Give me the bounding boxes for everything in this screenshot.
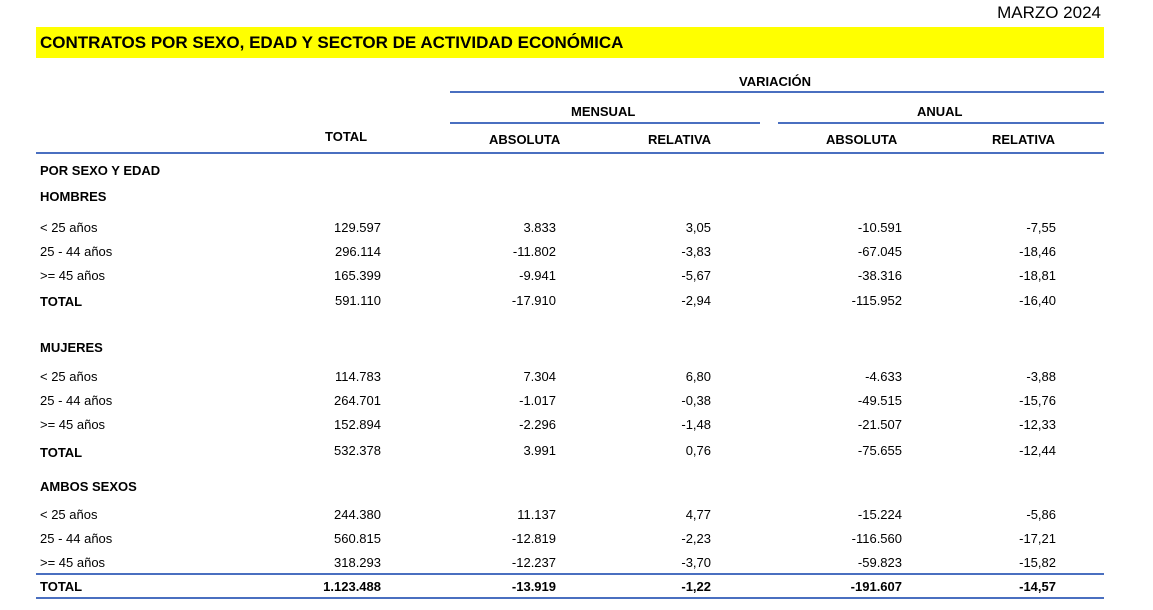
row-label: 25 - 44 años — [40, 244, 113, 259]
cell-mensual-absoluta: 3.833 — [523, 220, 556, 235]
cell-total: 165.399 — [334, 268, 381, 283]
cell-total: 591.110 — [334, 293, 381, 308]
cell-mensual-relativa: -2,23 — [681, 531, 711, 546]
cell-mensual-relativa: -3,83 — [681, 244, 711, 259]
cell-mensual-relativa: -3,70 — [681, 555, 711, 570]
row-label: TOTAL — [40, 445, 83, 460]
cell-anual-relativa: -16,40 — [1019, 293, 1056, 308]
header-variacion: VARIACIÓN — [739, 74, 811, 89]
cell-mensual-absoluta: -17.910 — [511, 293, 556, 308]
cell-mensual-absoluta: -2.296 — [519, 417, 556, 432]
cell-mensual-relativa: -1,48 — [681, 417, 711, 432]
cell-total: 152.894 — [334, 417, 381, 432]
header-mensual-absoluta: ABSOLUTA — [489, 132, 561, 147]
title-bar — [36, 27, 1104, 58]
cell-mensual-relativa: -0,38 — [681, 393, 711, 408]
rule-anual — [778, 122, 1104, 124]
cell-total: 1.123.488 — [323, 579, 381, 594]
cell-anual-relativa: -12,44 — [1019, 443, 1056, 458]
cell-anual-absoluta: -67.045 — [857, 244, 902, 259]
cell-mensual-relativa: 3,05 — [685, 220, 711, 235]
cell-anual-relativa: -5,86 — [1026, 507, 1056, 522]
cell-mensual-relativa: -2,94 — [681, 293, 711, 308]
row-label: >= 45 años — [40, 555, 106, 570]
rule-variacion — [450, 91, 1104, 93]
header-anual: ANUAL — [917, 104, 963, 119]
row-label: < 25 años — [40, 507, 98, 522]
cell-anual-absoluta: -59.823 — [857, 555, 902, 570]
rule-mensual — [450, 122, 760, 124]
cell-anual-relativa: -14,57 — [1019, 579, 1056, 594]
cell-mensual-absoluta: -13.919 — [511, 579, 556, 594]
cell-anual-relativa: -15,82 — [1019, 555, 1056, 570]
cell-anual-absoluta: -21.507 — [857, 417, 902, 432]
row-label: TOTAL — [40, 579, 83, 594]
cell-mensual-absoluta: 7.304 — [523, 369, 556, 384]
page-title: CONTRATOS POR SEXO, EDAD Y SECTOR DE ACTIVIDAD ECONÓMICA — [40, 33, 624, 52]
cell-anual-relativa: -17,21 — [1019, 531, 1056, 546]
row-label: TOTAL — [40, 294, 83, 309]
row-label: < 25 años — [40, 369, 98, 384]
cell-mensual-relativa: 4,77 — [685, 507, 711, 522]
cell-mensual-absoluta: -12.237 — [511, 555, 556, 570]
cell-anual-absoluta: -38.316 — [857, 268, 902, 283]
cell-mensual-absoluta: -11.802 — [512, 244, 556, 259]
header-mensual: MENSUAL — [571, 104, 636, 119]
cell-mensual-absoluta: -12.819 — [511, 531, 556, 546]
header-total: TOTAL — [325, 129, 368, 144]
cell-total: 264.701 — [334, 393, 381, 408]
cell-mensual-absoluta: -1.017 — [519, 393, 556, 408]
report-date: MARZO 2024 — [997, 3, 1101, 22]
cell-anual-relativa: -15,76 — [1019, 393, 1056, 408]
cell-anual-relativa: -18,46 — [1019, 244, 1056, 259]
cell-anual-absoluta: -4.633 — [865, 369, 902, 384]
cell-mensual-relativa: 0,76 — [685, 443, 711, 458]
row-label: < 25 años — [40, 220, 98, 235]
header-mensual-relativa: RELATIVA — [648, 132, 712, 147]
row-label: >= 45 años — [40, 268, 106, 283]
cell-anual-absoluta: -49.515 — [857, 393, 902, 408]
cell-mensual-relativa: 6,80 — [685, 369, 711, 384]
cell-anual-absoluta: -191.607 — [850, 579, 902, 594]
header-anual-relativa: RELATIVA — [992, 132, 1056, 147]
group-title-hombres: HOMBRES — [40, 189, 107, 204]
cell-anual-relativa: -12,33 — [1019, 417, 1056, 432]
cell-mensual-absoluta: -9.941 — [519, 268, 556, 283]
group-title-mujeres: MUJERES — [40, 340, 103, 355]
cell-mensual-absoluta: 3.991 — [523, 443, 556, 458]
cell-anual-relativa: -3,88 — [1026, 369, 1056, 384]
row-label: >= 45 años — [40, 417, 106, 432]
cell-anual-absoluta: -10.591 — [857, 220, 902, 235]
cell-anual-absoluta: -75.655 — [857, 443, 902, 458]
rule-header-bottom — [36, 152, 1104, 154]
cell-mensual-relativa: -1,22 — [681, 579, 711, 594]
cell-mensual-absoluta: 11.137 — [517, 507, 556, 522]
row-label: 25 - 44 años — [40, 531, 113, 546]
cell-total: 114.783 — [334, 369, 381, 384]
cell-anual-absoluta: -115.952 — [851, 293, 902, 308]
cell-total: 560.815 — [334, 531, 381, 546]
group-title-ambos-sexos: AMBOS SEXOS — [40, 479, 137, 494]
cell-total: 244.380 — [334, 507, 381, 522]
row-label: 25 - 44 años — [40, 393, 113, 408]
cell-total: 129.597 — [334, 220, 381, 235]
cell-anual-absoluta: -15.224 — [857, 507, 902, 522]
cell-anual-relativa: -7,55 — [1026, 220, 1056, 235]
section-title: POR SEXO Y EDAD — [40, 163, 161, 178]
rule-grand-total-bottom — [36, 597, 1104, 599]
cell-anual-relativa: -18,81 — [1019, 268, 1056, 283]
cell-total: 296.114 — [334, 244, 381, 259]
cell-mensual-relativa: -5,67 — [681, 268, 711, 283]
header-anual-absoluta: ABSOLUTA — [826, 132, 898, 147]
rule-grand-total-top — [36, 573, 1104, 575]
cell-total: 532.378 — [334, 443, 381, 458]
cell-total: 318.293 — [334, 555, 381, 570]
cell-anual-absoluta: -116.560 — [851, 531, 902, 546]
